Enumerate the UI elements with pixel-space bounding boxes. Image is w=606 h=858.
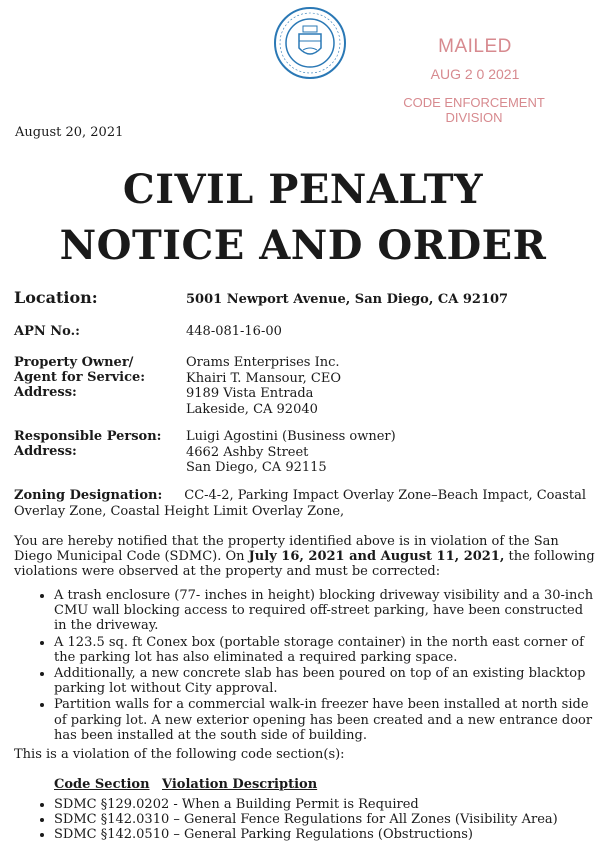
violation-item: • A trash enclosure (77- inches in height) blocking driveway visibility and a 30-inch CMU wall blocking access to required off-street parking, have been constructed in the driveway. xyxy=(54,588,599,634)
responsible-street: 4662 Ashby Street xyxy=(186,444,309,460)
stamp-office-line1: CODE ENFORCEMENT xyxy=(403,95,545,110)
document-title-line2: NOTICE AND ORDER xyxy=(59,222,547,269)
notice-date: August 20, 2021 xyxy=(15,125,124,140)
notice-text-1: You are hereby notified that the property identified above is in violation of the San Diego Municipal Code (SDMC). On xyxy=(14,534,559,564)
city-seal-icon xyxy=(273,6,347,80)
owner-label-line3: Address: xyxy=(14,385,77,400)
responsible-label-line2: Address: xyxy=(14,444,77,459)
responsible-value xyxy=(186,429,396,476)
responsible-city: San Diego, CA 92115 xyxy=(186,460,327,475)
inspection-dates: July 16, 2021 and August 11, 2021, xyxy=(248,549,505,564)
responsible-name: Luigi Agostini (Business owner) xyxy=(186,429,396,444)
owner-label xyxy=(14,355,145,400)
apn-value: 448-081-16-00 xyxy=(186,324,282,339)
apn-label: APN No.: xyxy=(14,324,80,339)
owner-name: Orams Enterprises Inc. xyxy=(186,355,340,370)
violation-description-header: Violation Description xyxy=(162,777,318,792)
document-title-line1: CIVIL PENALTY xyxy=(122,166,484,213)
code-intro: This is a violation of the following code section(s): xyxy=(14,747,345,762)
code-sections-list xyxy=(14,797,599,842)
violation-item: • A 123.5 sq. ft Conex box (portable storage container) in the north east corner of the parking lot has also eliminated a required parking space. xyxy=(54,635,599,665)
code-section-item: • SDMC §142.0310 – General Fence Regulations for All Zones (Visibility Area) xyxy=(54,812,599,827)
owner-street: 9189 Vista Entrada xyxy=(186,386,314,401)
owner-city: Lakeside, CA 92040 xyxy=(186,401,318,417)
notice-text-2: the following violations were observed at the property and must be corrected: xyxy=(14,549,595,579)
responsible-label xyxy=(14,429,161,459)
code-section-header: Code Section xyxy=(54,777,150,792)
location-label: Location: xyxy=(14,288,98,307)
notice-paragraph xyxy=(14,534,596,579)
code-section-item: • SDMC §129.0202 - When a Building Permit is Required xyxy=(54,797,599,812)
responsible-label-line1: Responsible Person: xyxy=(14,429,162,444)
zoning-label: Zoning Designation: xyxy=(14,488,163,503)
code-section-item: • SDMC §142.0510 – General Parking Regulations (Obstructions) xyxy=(54,827,599,842)
owner-agent: Khairi T. Mansour, CEO xyxy=(186,370,341,386)
owner-value xyxy=(186,355,341,417)
zoning-designation xyxy=(14,488,604,520)
stamp-office-line2: DIVISION xyxy=(445,110,503,125)
mailed-stamp: MAILED xyxy=(438,36,512,57)
violation-item: • Additionally, a new concrete slab has been poured on top of an existing blacktop parking lot without City approval. xyxy=(54,666,599,696)
zoning-value: CC-4-2, Parking Impact Overlay Zone–Beach Impact, Coastal Overlay Zone, Coastal Height Limit Overlay Zone, xyxy=(14,488,587,519)
violation-item: • Partition walls for a commercial walk-in freezer have been installed at north side of parking lot. A new exterior opening has been created and a new entrance door has been installed at the south side of building. xyxy=(54,697,599,743)
owner-label-line2: Agent for Service: xyxy=(14,370,146,385)
mailed-stamp-office xyxy=(398,95,550,125)
mailed-stamp-date: AUG 2 0 2021 xyxy=(430,66,520,82)
owner-label-line1: Property Owner/ xyxy=(14,355,134,370)
location-value: 5001 Newport Avenue, San Diego, CA 92107 xyxy=(186,292,509,307)
violations-list xyxy=(14,588,599,744)
